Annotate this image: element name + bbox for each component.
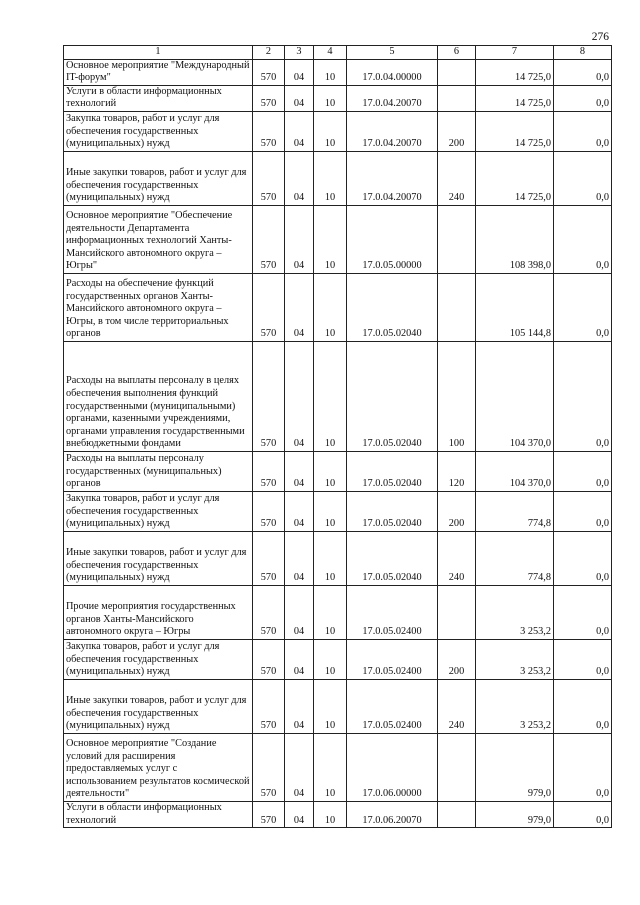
column-header: 4 xyxy=(314,46,347,60)
ministry-code-cell: 570 xyxy=(253,273,285,341)
row-name-cell: Прочие мероприятия государственных органов Ханты-Мансийского автономного округа – Югры xyxy=(64,585,253,639)
subsection-code-cell: 10 xyxy=(314,341,347,451)
amount-second-cell: 0,0 xyxy=(554,341,612,451)
expense-type-cell xyxy=(438,585,476,639)
ministry-code-cell: 570 xyxy=(253,85,285,111)
subsection-code-cell: 10 xyxy=(314,679,347,733)
ministry-code-cell: 570 xyxy=(253,639,285,679)
subsection-code-cell: 10 xyxy=(314,451,347,491)
table-row xyxy=(64,205,612,273)
column-header: 3 xyxy=(285,46,314,60)
amount-cell: 104 370,0 xyxy=(476,451,554,491)
target-article-cell: 17.0.04.20070 xyxy=(347,151,438,205)
subsection-code-cell: 10 xyxy=(314,273,347,341)
column-header: 7 xyxy=(476,46,554,60)
ministry-code-cell: 570 xyxy=(253,679,285,733)
expense-type-cell: 200 xyxy=(438,639,476,679)
ministry-code-cell: 570 xyxy=(253,205,285,273)
subsection-code-cell: 10 xyxy=(314,205,347,273)
target-article-cell: 17.0.04.00000 xyxy=(347,59,438,85)
amount-cell: 979,0 xyxy=(476,801,554,827)
table-row xyxy=(64,59,612,85)
target-article-cell: 17.0.06.00000 xyxy=(347,733,438,801)
section-code-cell: 04 xyxy=(285,491,314,531)
amount-second-cell: 0,0 xyxy=(554,733,612,801)
expense-type-cell xyxy=(438,85,476,111)
table-row xyxy=(64,273,612,341)
amount-second-cell: 0,0 xyxy=(554,111,612,151)
target-article-cell: 17.0.05.02040 xyxy=(347,341,438,451)
amount-second-cell: 0,0 xyxy=(554,451,612,491)
amount-second-cell: 0,0 xyxy=(554,585,612,639)
subsection-code-cell: 10 xyxy=(314,733,347,801)
target-article-cell: 17.0.04.20070 xyxy=(347,111,438,151)
expense-type-cell: 200 xyxy=(438,111,476,151)
row-name-cell: Услуги в области информационных технологий xyxy=(64,85,253,111)
amount-cell: 14 725,0 xyxy=(476,59,554,85)
amount-cell: 14 725,0 xyxy=(476,151,554,205)
amount-cell: 774,8 xyxy=(476,491,554,531)
row-name-cell: Иные закупки товаров, работ и услуг для обеспечения государственных (муниципальных) нужд xyxy=(64,679,253,733)
section-code-cell: 04 xyxy=(285,85,314,111)
amount-second-cell: 0,0 xyxy=(554,491,612,531)
ministry-code-cell: 570 xyxy=(253,585,285,639)
row-name-cell: Расходы на выплаты персоналу государственных (муниципальных) органов xyxy=(64,451,253,491)
table-row xyxy=(64,733,612,801)
section-code-cell: 04 xyxy=(285,585,314,639)
table-row xyxy=(64,679,612,733)
table-row xyxy=(64,85,612,111)
table-row xyxy=(64,341,612,451)
budget-table xyxy=(63,45,612,828)
amount-second-cell: 0,0 xyxy=(554,531,612,585)
ministry-code-cell: 570 xyxy=(253,491,285,531)
expense-type-cell: 200 xyxy=(438,491,476,531)
amount-second-cell: 0,0 xyxy=(554,801,612,827)
expense-type-cell: 240 xyxy=(438,151,476,205)
amount-second-cell: 0,0 xyxy=(554,639,612,679)
table-row xyxy=(64,531,612,585)
row-name-cell: Основное мероприятие "Международный IT-форум" xyxy=(64,59,253,85)
amount-second-cell: 0,0 xyxy=(554,151,612,205)
section-code-cell: 04 xyxy=(285,801,314,827)
table-row xyxy=(64,151,612,205)
section-code-cell: 04 xyxy=(285,341,314,451)
row-name-cell: Расходы на выплаты персоналу в целях обеспечения выполнения функций государственными (муниципальными) органами, казенными учреждениями, органами управления государственными внебюджетными фондами xyxy=(64,341,253,451)
subsection-code-cell: 10 xyxy=(314,491,347,531)
section-code-cell: 04 xyxy=(285,151,314,205)
row-name-cell: Основное мероприятие "Обеспечение деятельности Департамента информационных технологий Ханты-Мансийского автономного округа – Югры" xyxy=(64,205,253,273)
amount-cell: 108 398,0 xyxy=(476,205,554,273)
row-name-cell: Иные закупки товаров, работ и услуг для обеспечения государственных (муниципальных) нужд xyxy=(64,531,253,585)
row-name-cell: Закупка товаров, работ и услуг для обеспечения государственных (муниципальных) нужд xyxy=(64,639,253,679)
target-article-cell: 17.0.06.20070 xyxy=(347,801,438,827)
section-code-cell: 04 xyxy=(285,733,314,801)
amount-cell: 105 144,8 xyxy=(476,273,554,341)
amount-second-cell: 0,0 xyxy=(554,85,612,111)
section-code-cell: 04 xyxy=(285,273,314,341)
section-code-cell: 04 xyxy=(285,531,314,585)
amount-cell: 104 370,0 xyxy=(476,341,554,451)
target-article-cell: 17.0.05.02040 xyxy=(347,531,438,585)
expense-type-cell xyxy=(438,733,476,801)
amount-cell: 979,0 xyxy=(476,733,554,801)
section-code-cell: 04 xyxy=(285,679,314,733)
subsection-code-cell: 10 xyxy=(314,151,347,205)
row-name-cell: Услуги в области информационных технологий xyxy=(64,801,253,827)
ministry-code-cell: 570 xyxy=(253,59,285,85)
column-header: 6 xyxy=(438,46,476,60)
expense-type-cell xyxy=(438,205,476,273)
amount-second-cell: 0,0 xyxy=(554,205,612,273)
amount-cell: 3 253,2 xyxy=(476,585,554,639)
column-header: 5 xyxy=(347,46,438,60)
ministry-code-cell: 570 xyxy=(253,341,285,451)
expense-type-cell: 100 xyxy=(438,341,476,451)
expense-type-cell xyxy=(438,273,476,341)
table-row xyxy=(64,639,612,679)
amount-cell: 14 725,0 xyxy=(476,85,554,111)
expense-type-cell xyxy=(438,801,476,827)
subsection-code-cell: 10 xyxy=(314,531,347,585)
subsection-code-cell: 10 xyxy=(314,85,347,111)
ministry-code-cell: 570 xyxy=(253,531,285,585)
column-header: 8 xyxy=(554,46,612,60)
expense-type-cell: 120 xyxy=(438,451,476,491)
subsection-code-cell: 10 xyxy=(314,585,347,639)
table-row xyxy=(64,451,612,491)
target-article-cell: 17.0.05.02040 xyxy=(347,273,438,341)
expense-type-cell: 240 xyxy=(438,679,476,733)
target-article-cell: 17.0.05.02400 xyxy=(347,639,438,679)
table-row xyxy=(64,585,612,639)
amount-cell: 3 253,2 xyxy=(476,639,554,679)
subsection-code-cell: 10 xyxy=(314,59,347,85)
amount-second-cell: 0,0 xyxy=(554,59,612,85)
subsection-code-cell: 10 xyxy=(314,801,347,827)
header-row xyxy=(64,46,612,60)
section-code-cell: 04 xyxy=(285,59,314,85)
row-name-cell: Иные закупки товаров, работ и услуг для обеспечения государственных (муниципальных) нужд xyxy=(64,151,253,205)
row-name-cell: Закупка товаров, работ и услуг для обеспечения государственных (муниципальных) нужд xyxy=(64,111,253,151)
ministry-code-cell: 570 xyxy=(253,801,285,827)
expense-type-cell xyxy=(438,59,476,85)
table-row xyxy=(64,801,612,827)
section-code-cell: 04 xyxy=(285,205,314,273)
ministry-code-cell: 570 xyxy=(253,151,285,205)
section-code-cell: 04 xyxy=(285,111,314,151)
target-article-cell: 17.0.04.20070 xyxy=(347,85,438,111)
amount-cell: 774,8 xyxy=(476,531,554,585)
amount-cell: 3 253,2 xyxy=(476,679,554,733)
table-row xyxy=(64,111,612,151)
ministry-code-cell: 570 xyxy=(253,451,285,491)
expense-type-cell: 240 xyxy=(438,531,476,585)
column-header: 1 xyxy=(64,46,253,60)
section-code-cell: 04 xyxy=(285,639,314,679)
subsection-code-cell: 10 xyxy=(314,639,347,679)
ministry-code-cell: 570 xyxy=(253,733,285,801)
row-name-cell: Закупка товаров, работ и услуг для обеспечения государственных (муниципальных) нужд xyxy=(64,491,253,531)
target-article-cell: 17.0.05.02040 xyxy=(347,491,438,531)
row-name-cell: Расходы на обеспечение функций государственных органов Ханты-Мансийского автономного округа – Югры, в том числе территориальных органов xyxy=(64,273,253,341)
amount-second-cell: 0,0 xyxy=(554,273,612,341)
target-article-cell: 17.0.05.02040 xyxy=(347,451,438,491)
row-name-cell: Основное мероприятие "Создание условий для расширения предоставляемых услуг с использованием результатов космической деятельности" xyxy=(64,733,253,801)
amount-second-cell: 0,0 xyxy=(554,679,612,733)
target-article-cell: 17.0.05.02400 xyxy=(347,585,438,639)
target-article-cell: 17.0.05.02400 xyxy=(347,679,438,733)
subsection-code-cell: 10 xyxy=(314,111,347,151)
page-number: 276 xyxy=(591,31,609,43)
column-header: 2 xyxy=(253,46,285,60)
target-article-cell: 17.0.05.00000 xyxy=(347,205,438,273)
amount-cell: 14 725,0 xyxy=(476,111,554,151)
section-code-cell: 04 xyxy=(285,451,314,491)
table-row xyxy=(64,491,612,531)
ministry-code-cell: 570 xyxy=(253,111,285,151)
